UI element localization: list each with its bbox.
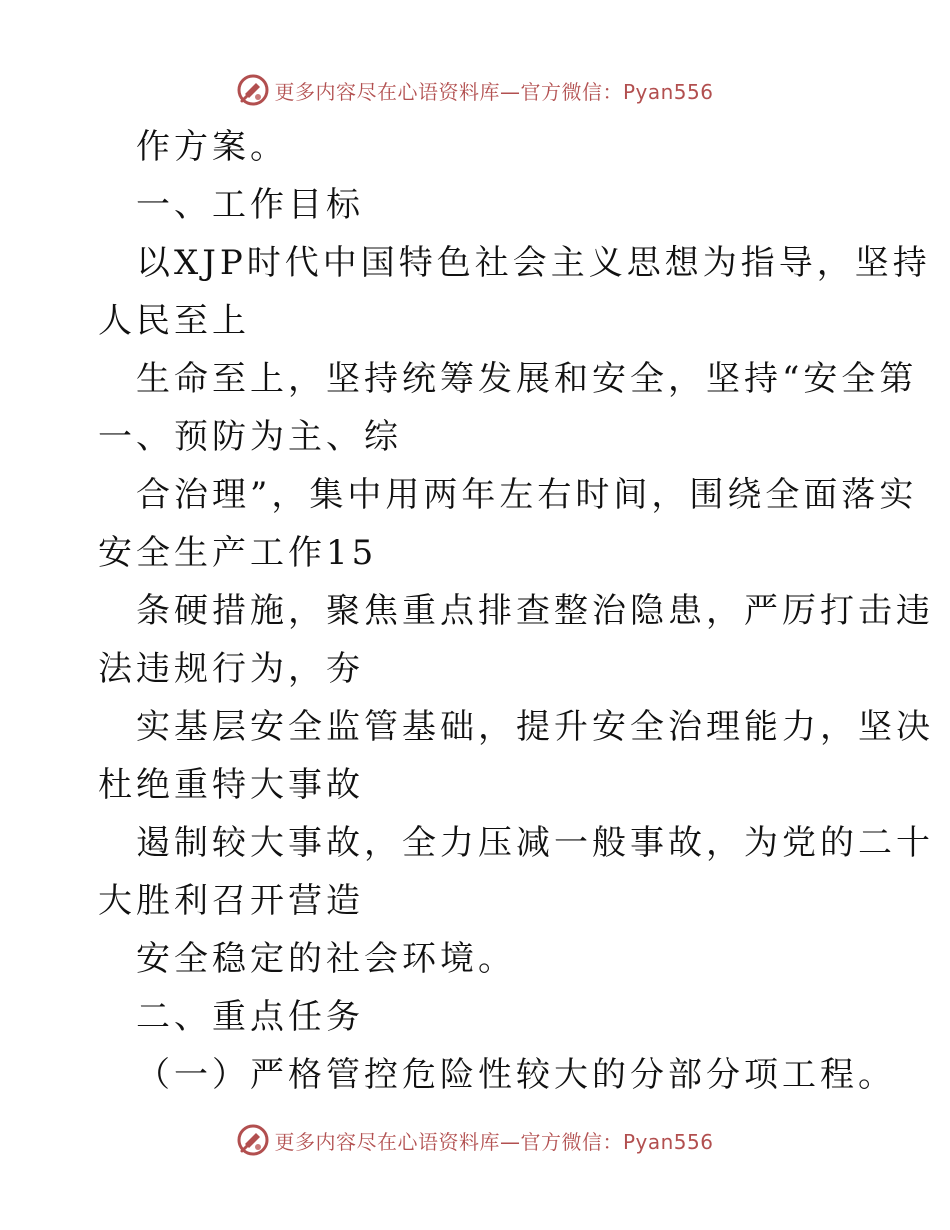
text-line: 安全稳定的社会环境。 [136,939,516,979]
text-line: 遏制较大事故，全力压减一般事故，为党的二十 [136,823,934,863]
logo-icon [236,73,270,107]
header-watermark [0,70,950,110]
section-heading: 二、重点任务 [136,997,364,1037]
text-line: 实基层安全监管基础，提升安全治理能力，坚决 [136,707,934,747]
text-line: 法违规行为，夯 [98,649,364,689]
footer-watermark [0,1120,950,1160]
text-line: 一、预防为主、综 [98,417,402,457]
text-line: 生命至上，坚持统筹发展和安全，坚持“安全第 [136,359,918,399]
text-line: 大胜利召开营造 [98,881,364,921]
text-line: 条硬措施，聚焦重点排查整治隐患，严厉打击违 [136,591,934,631]
text-line: 安全生产工作15 [98,533,378,573]
text-line: 以XJP时代中国特色社会主义思想为指导，坚持 [136,243,931,283]
section-heading: 一、工作目标 [136,185,364,225]
watermark-text: 更多内容尽在心语资料库—官方微信：Pyan556 [274,1129,714,1154]
logo-icon [236,1123,270,1157]
text-line: 人民至上 [98,301,250,341]
text-line: 合治理”，集中用两年左右时间，围绕全面落实 [136,475,918,515]
watermark-text: 更多内容尽在心语资料库—官方微信：Pyan556 [274,79,714,104]
subsection-heading: （一）严格管控危险性较大的分部分项工程。 [136,1055,896,1095]
text-line: 杜绝重特大事故 [98,765,364,805]
text-line: 作方案。 [136,127,288,167]
